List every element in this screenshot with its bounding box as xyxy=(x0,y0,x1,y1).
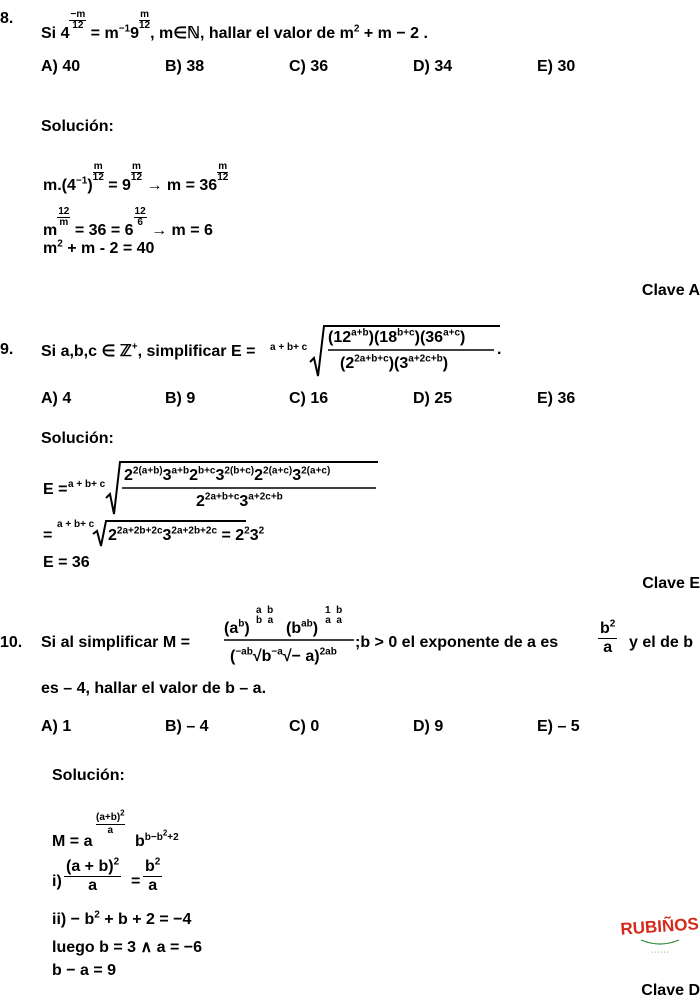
clave-8: Clave A xyxy=(641,282,700,299)
problem-9-denominator: $(2^{2a+b+c})(3^{a+2c+b})$ xyxy=(340,353,449,372)
problem-9-statement: Si a,b,c ∈ ℤ+, simplificar E = xyxy=(41,341,256,360)
option-8e: E) 30 xyxy=(537,58,576,75)
option-10e: E) – 5 xyxy=(537,718,580,735)
solution-9-line2-body: $2^{2a+2b+2c}3^{2a+2b+2c} = 2^23^2$ xyxy=(108,525,265,544)
option-9a: A) 4 xyxy=(41,390,72,407)
option-8c: C) 36 xyxy=(289,58,329,75)
problem-9-period: . xyxy=(497,341,502,358)
solution-8-step-1: $m.(4^{-1})$ $\frac{m}{12}$ = 9 $\frac{m}{12}$ → m = 36 $\frac{m}{12}$ xyxy=(43,161,229,194)
solution-9-root-index: a + b+ c xyxy=(68,479,106,490)
solution-10-step-ii: $ii) - b^2 + b + 2 = -4$ xyxy=(52,909,192,928)
problem-9-root-index: a + b+ c xyxy=(270,342,308,353)
clave-10: Clave D xyxy=(641,982,700,999)
svg-text:RUBIÑOS: RUBIÑOS xyxy=(619,914,700,939)
option-10b: B) – 4 xyxy=(165,718,209,735)
solution-10-M-exp-a: $(a+b)^2$ a xyxy=(96,808,125,836)
option-9b: B) 9 xyxy=(165,390,196,407)
solution-10-step-i: i) xyxy=(52,873,62,890)
solution-10-luego: luego b = 3 ∧ a = −6 xyxy=(52,939,202,956)
solution-10-M: M = a xyxy=(52,833,93,850)
problem-8-number: 8. xyxy=(0,10,14,27)
problem-10-statement-line2: es – 4, hallar el valor de b – a. xyxy=(41,680,267,697)
problem-9-number: 9. xyxy=(0,341,14,358)
solution-10-step-i-eq: = xyxy=(131,873,141,890)
rubinos-logo xyxy=(619,902,700,960)
option-10c: C) 0 xyxy=(289,718,320,735)
solution-10-M-b: $b^{b-b^2+2}$ xyxy=(135,828,179,850)
solution-label-9: Solución: xyxy=(41,430,114,447)
problem-10-exponent-frac: $\frac{b^2}{a}$ xyxy=(600,618,616,656)
problem-10-exp-ab2: 1 b a a xyxy=(325,605,343,626)
solution-8-step-3: $m^2 + m - 2 = 40$ xyxy=(43,238,155,257)
option-9e: E) 36 xyxy=(537,390,576,407)
solution-10-step-i-frac: $\frac{(a + b)^2}{a}$ xyxy=(66,856,120,894)
solution-label-10: Solución: xyxy=(52,767,125,784)
solution-label-8: Solución: xyxy=(41,118,114,135)
solution-9-line2-index: a + b+ c xyxy=(57,519,95,530)
problem-10-exp-ab: a b b a xyxy=(256,605,274,626)
solution-10-result: b − a = 9 xyxy=(52,962,117,979)
solution-9-E: E = xyxy=(43,481,68,498)
solution-8-step-2: m $\frac{12}{m}$ = 36 = 6 $\frac{12}{6}$ → m = 6 xyxy=(43,206,213,239)
solution-9-line2-eq: = xyxy=(43,527,53,544)
option-10d: D) 9 xyxy=(413,718,444,735)
problem-10-M-numerator: $(a^b)$ xyxy=(224,618,250,637)
problem-9-numerator: $(12^{a+b})(18^{b+c})(36^{a+c})$ xyxy=(328,327,466,346)
problem-10-number: 10. xyxy=(0,634,23,651)
option-8b: B) 38 xyxy=(165,58,205,75)
solution-10-step-i-rhs: $\frac{b^2}{a}$ xyxy=(145,856,161,894)
clave-9: Clave E xyxy=(642,575,700,592)
option-9c: C) 16 xyxy=(289,390,329,407)
problem-10-M-denominator: $(^{-ab}√b^{-a}√- a)^{2ab}$ xyxy=(230,646,337,665)
problem-10-statement-mid: ;b > 0 el exponente de a es xyxy=(355,634,559,651)
problem-10-M-numerator-2: $(b^{ab})$ xyxy=(286,618,319,637)
solution-9-denominator: $2^{2a+b+c}3^{a+2c+b}$ xyxy=(196,491,283,510)
option-8d: D) 34 xyxy=(413,58,453,75)
option-8a: A) 40 xyxy=(41,58,81,75)
option-10a: A) 1 xyxy=(41,718,72,735)
problem-10-statement-end: y el de b xyxy=(629,634,694,651)
option-9d: D) 25 xyxy=(413,390,453,407)
svg-text:· · · · · ·: · · · · · · xyxy=(651,950,669,956)
solution-9-final: E = 36 xyxy=(43,554,90,571)
problem-10-statement-start: Si al simplificar M = xyxy=(41,634,190,651)
problem-8-statement: Si 4 $\frac{-m}{12}$ = $m^{-1}9$ $\frac{m}{12}$ , m∈ℕ, hallar el valor de $m^2 + m - 2$ . xyxy=(41,9,428,42)
solution-9-numerator: $2^{2(a+b)}3^{a+b}2^{b+c}3^{2(b+c)}2^{2(a+c)}3^{2(a+c)}$ xyxy=(124,465,331,484)
